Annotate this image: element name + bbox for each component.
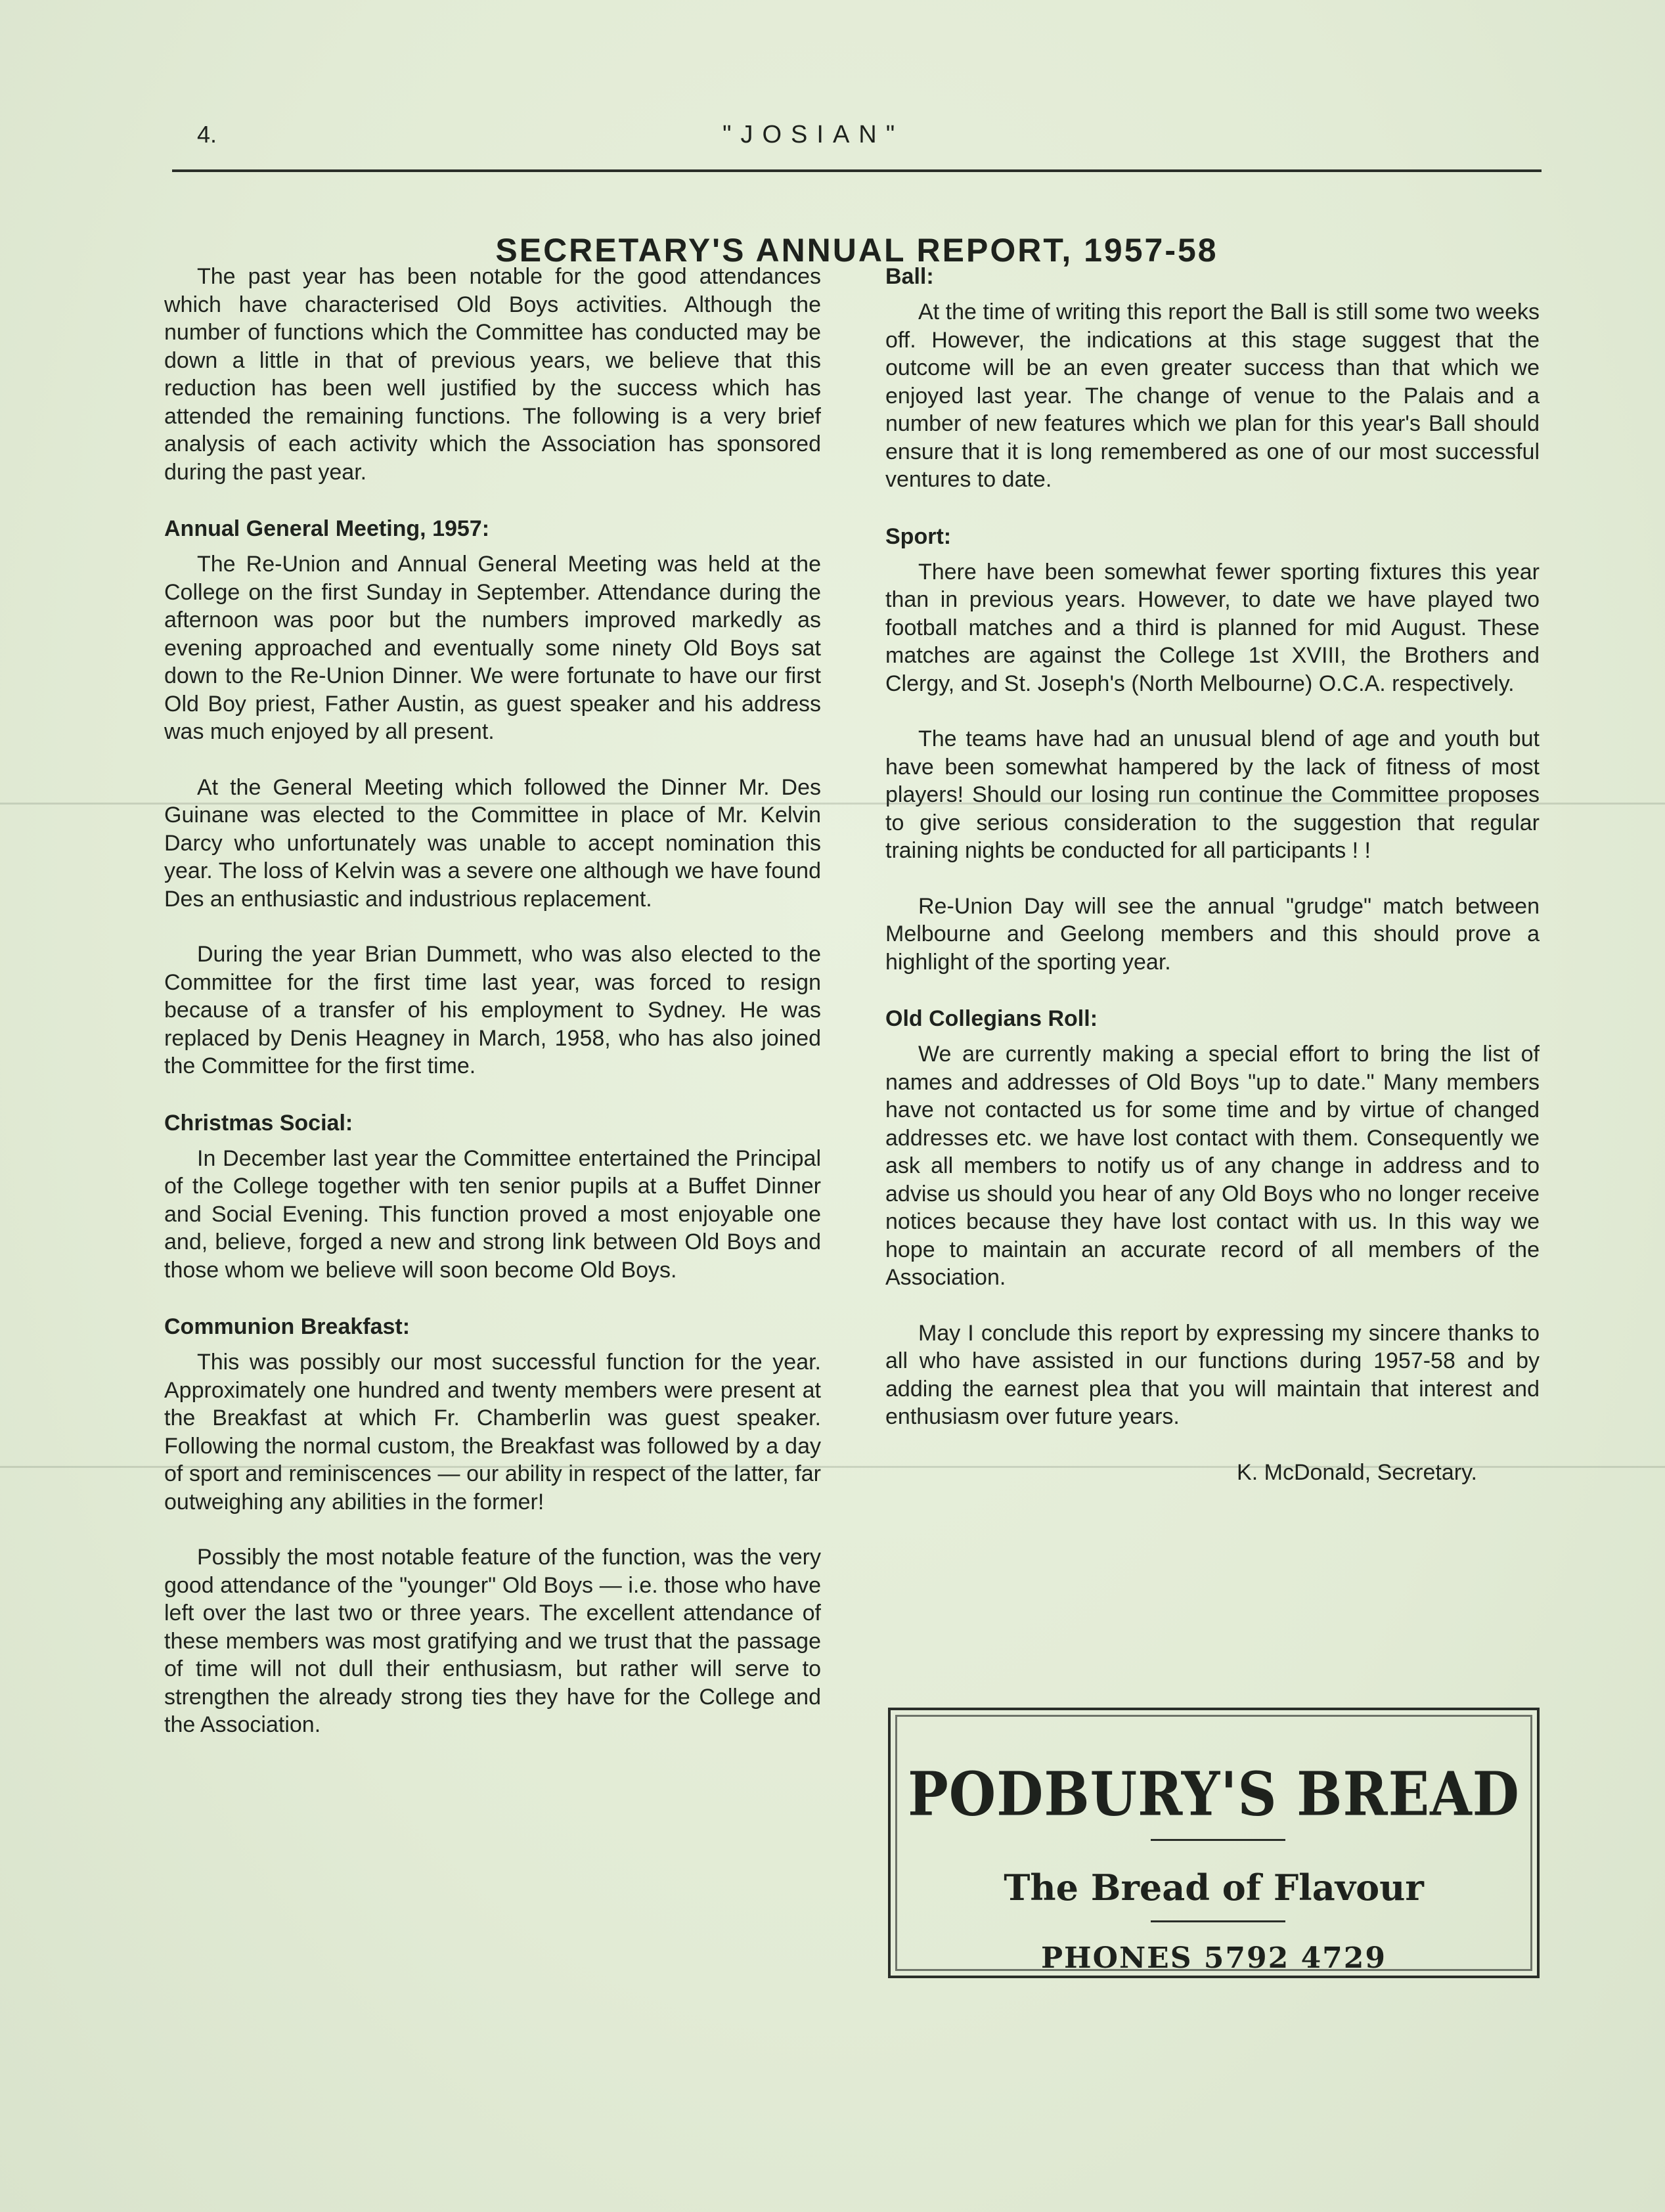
roll-paragraph: We are currently making a special effort to bring the list of names and addresses of Old Boys "up to date." Many members have not contacted us for some time and by virtue of changed addresses etc. we have lost contact with them. Consequently we ask all members to notify us of any change in address and to advise us should you hear of any Old Boys who no longer receive notices because they have lost contact with us. In this way we hope to maintain an accurate record of all members of the Association. (885, 1042, 1540, 1290)
roll-heading: Old Collegians Roll: (885, 1006, 1098, 1031)
closing-paragraph: May I conclude this report by expressing my sincere thanks to all who have assisted in our functions during 1957-58 and by adding the earnest plea that you will maintain that interest and enthusiasm over future years. (885, 1320, 1540, 1429)
publication-title: "JOSIAN" (722, 121, 904, 148)
sport-paragraph-2: The teams have had an unusual blend of age and youth but have been somewhat hampered by the lack of fitness of most players! Should our losing run continue the Committee proposes to give serious consideration to the suggestion that regular training nights be conducted for all participants ! ! (885, 726, 1540, 863)
communion-heading: Communion Breakfast: (164, 1314, 411, 1339)
sport-heading: Sport: (885, 523, 952, 549)
communion-paragraph-1: This was possibly our most successful function for the year. Approximately one hundred and twenty members were present at the Breakfast at which Fr. Chamberlin was guest speaker. Following the normal custom, the Breakfast was followed by a day of sport and reminiscences — our ability in respect of the latter, far outweighing any abilities in the former! (164, 1350, 821, 1515)
ad-tagline: The Bread of Flavour (1004, 1867, 1424, 1909)
christmas-paragraph: In December last year the Committee entertained the Principal of the College together with ten senior pupils at a Buffet Dinner and Social Evening. This function proved a most enjoyable one and, believe, forged a new and strong link between Old Boys and those whom we believe will soon become Old Boys. (164, 1145, 821, 1283)
right-column (885, 263, 1540, 1486)
agm-heading: Annual General Meeting, 1957: (164, 516, 490, 541)
ad-phones: PHONES 5792 4729 (1040, 1941, 1387, 1975)
ball-paragraph: At the time of writing this report the Ball is still some two weeks off. However, the indications at this stage suggest that the outcome will be an even greater success than that which we enjoyed last year. The change of venue to the Palais and a number of new features which we plan for this year's Ball should ensure that it is long remembered as one of our most successful ventures to date. (885, 299, 1540, 492)
podburys-bread-advertisement (888, 1708, 1540, 1978)
ad-brand: PODBURY'S BREAD (908, 1759, 1520, 1830)
report-title: SECRETARY'S ANNUAL REPORT, 1957-58 (495, 231, 1218, 269)
ad-divider (1151, 1839, 1285, 1841)
header-rule (172, 169, 1542, 172)
ball-heading: Ball: (885, 264, 934, 289)
agm-paragraph-1: The Re-Union and Annual General Meeting was held at the College on the first Sunday in September. Attendance during the afternoon was poor but the numbers improved markedly as evening approached and eventually some ninety Old Boys sat down to the Re-Union Dinner. We were fortunate to have our first Old Boy priest, Father Austin, as guest speaker and his address was much enjoyed by all present. (164, 552, 821, 744)
agm-paragraph-2: At the General Meeting which followed the Dinner Mr. Des Guinane was elected to the Committee in place of Mr. Kelvin Darcy who unfortunately was unable to accept nomination this year. The loss of Kelvin was a severe one although we have found Des an enthusiastic and industrious replacement. (164, 774, 821, 912)
sport-paragraph-3: Re-Union Day will see the annual "grudge" match between Melbourne and Geelong members and this should prove a highlight of the sporting year. (885, 893, 1540, 975)
page-number: 4. (197, 121, 217, 148)
intro-paragraph: The past year has been notable for the good attendances which have characterised Old Boys activities. Although the number of functions which the Committee has conducted may be down a little in that of previous years, we believe that this reduction has been well justified by the success which has attended the remaining functions. The following is a very brief analysis of each activity which the Association has sponsored during the past year. (164, 264, 821, 485)
signature: K. McDonald, Secretary. (1237, 1459, 1477, 1485)
ad-divider (1151, 1920, 1285, 1922)
communion-paragraph-2: Possibly the most notable feature of the function, was the very good attendance of the "younger" Old Boys — i.e. those who have left over the last two or three years. The excellent attendance of these members was most gratifying and we trust that the passage of time will not dull their enthusiasm, but rather will serve to strengthen the already strong ties they have for the College and the Association. (164, 1545, 821, 1737)
christmas-heading: Christmas Social: (164, 1110, 353, 1136)
left-column (164, 263, 821, 1739)
sport-paragraph-1: There have been somewhat fewer sporting fixtures this year than in previous years. However, to date we have played two football matches and a third is planned for mid August. These matches are against the College 1st XVIII, the Brothers and Clergy, and St. Joseph's (North Melbourne) O.C.A. respectively. (885, 559, 1540, 696)
agm-paragraph-3: During the year Brian Dummett, who was also elected to the Committee for the first time last year, was forced to resign because of a transfer of his employment to Sydney. He was replaced by Denis Heagney in March, 1958, who has also joined the Committee for the first time. (164, 942, 821, 1078)
